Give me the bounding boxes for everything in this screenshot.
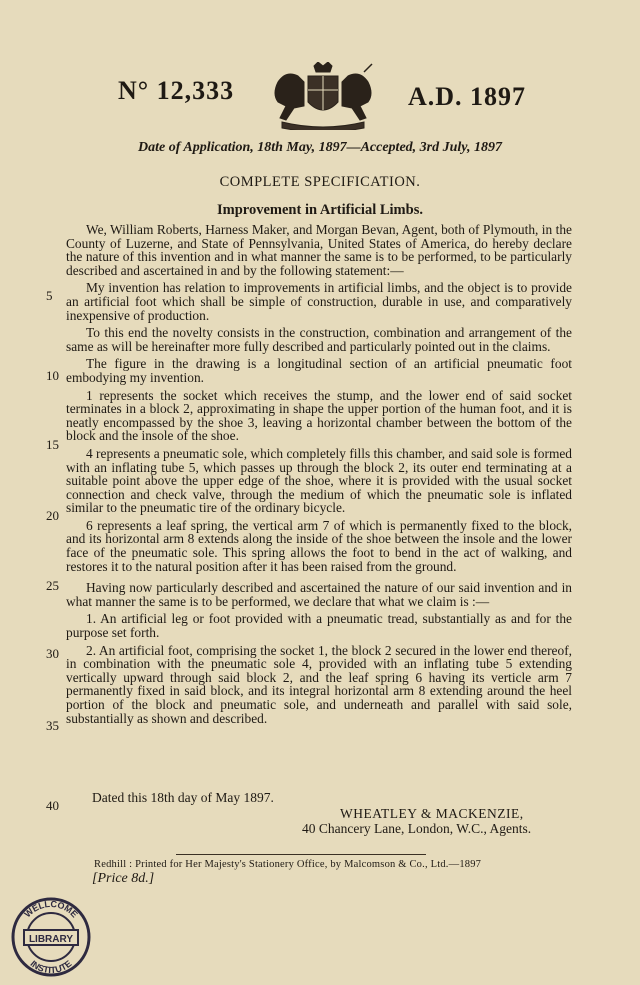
application-date: Date of Application, 18th May, 1897—Accepted, 3rd July, 1897 [138,140,502,155]
price: [Price 8d.] [92,871,155,886]
paragraph-socket: 1 represents the socket which receives the stump, and the lower end of said socket terminates in a block 2, approximating in shape the upper portion of the human foot, and it is neatly encompassed by the shoe 3, leaving a horizontal chamber between the bottom of the block and the insole of the shoe. [66,387,572,444]
header [0,62,640,142]
line-number: 40 [46,798,59,813]
line-number: 35 [46,718,59,733]
stamp-top-text: WELLCOME [22,898,80,920]
agent-name: WHEATLEY & MACKENZIE, [340,806,524,821]
claim-1: 1. An artificial leg or foot provided with a pneumatic tread, substantially as and for the purpose set forth. [66,611,572,641]
specification-body [66,223,572,729]
agent-address: 40 Chancery Lane, London, W.C., Agents. [302,821,532,836]
paragraph-object: My invention has relation to improvements in artificial limbs, and the object is to provide an artificial foot which shall be simple of construction, durable in use, and comparatively inexpensive of production. [66,280,572,323]
svg-text:WELLCOME [22,899,79,920]
line-number: 5 [46,288,53,303]
paragraph-figure: The figure in the drawing is a longitudinal section of an artificial pneumatic foot embodying my invention. [66,356,572,385]
line-number: 30 [46,646,59,661]
library-stamp-icon [10,896,92,978]
patent-number: N° 12,333 [118,76,235,105]
paragraph-leaf-spring: 6 represents a leaf spring, the vertical arm 7 of which is permanently fixed to the block, and its horizontal arm 8 extends along the inside of the shoe between the insole and the lower face of the pneumatic sole. This spring allows the foot to bend in the act of walking, and restores it to the natural position after it has been raised from the ground. [66,517,572,574]
patent-year: A.D. 1897 [408,82,527,111]
line-number: 10 [46,368,59,383]
line-number: 20 [46,508,59,523]
paragraph-novelty: To this end the novelty consists in the construction, combination and arrangement of the same as will be hereinafter more fully described and particularly pointed out in the claims. [66,325,572,354]
stamp-bottom-text: INSTITUTE [28,958,74,976]
divider [176,854,426,855]
printer-line: Redhill : Printed for Her Majesty's Stationery Office, by Malcomson & Co., Ltd.—1897 [94,859,482,870]
patent-title: Improvement in Artificial Limbs. [217,202,423,218]
paragraph-claims-intro: Having now particularly described and ascertained the nature of our said invention and in what manner the same is to be performed, we declare that what we claim is :— [66,580,572,609]
line-number: 25 [46,578,59,593]
dated-line: Dated this 18th day of May 1897. [92,790,274,805]
claim-2: 2. An artificial foot, comprising the socket 1, the block 2 secured in the lower end thereof, in combination with the pneumatic sole 4, provided with an inflating tube 5 extending vertically upward through said block 2, and the leaf spring 6 having its verticle arm 7 permanently fixed in said block, and its integral horizontal arm 8 extending around the heel portion of the block and pneumatic sole, and underneath and parallel with said sole, substantially as shown and described. [66,642,572,726]
spec-heading: COMPLETE SPECIFICATION. [219,174,421,190]
paragraph-inventors: We, William Roberts, Harness Maker, and Morgan Bevan, Agent, both of Plymouth, in the County of Luzerne, and State of Pennsylvania, United States of America, do hereby declare the nature of this invention and in what manner the same is to be performed, to be particularly described and ascertained in and by the following statement:— [66,222,572,278]
royal-crest-icon [268,62,378,130]
stamp-center-text: LIBRARY [28,934,74,945]
line-number: 15 [46,437,59,452]
paragraph-pneumatic-sole: 4 represents a pneumatic sole, which completely fills this chamber, and said sole is formed with an inflating tube 5, which passes up through the block 2, its outer end terminating at a suitable point above the upper edge of the shoe, where it is provided with the usual socket connection and check valve, through the medium of which the pneumatic sole is inflated similar to the pneumatic tire of the ordinary bicycle. [66,445,572,516]
